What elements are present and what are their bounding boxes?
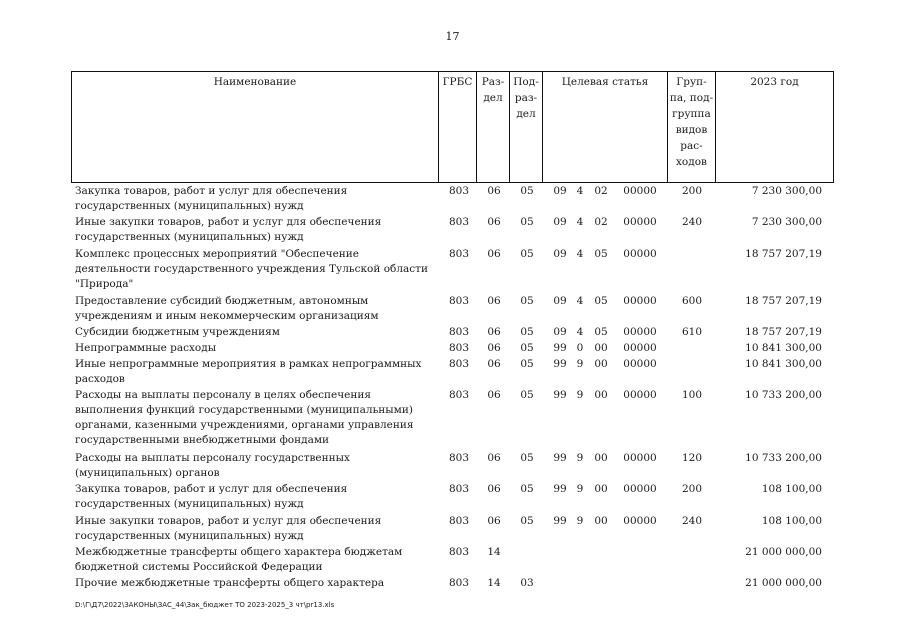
row-grbs: 803	[448, 216, 470, 228]
row-podrazdel: 05	[520, 515, 534, 527]
row-target-type: 9	[576, 515, 584, 527]
row-target-subprogram: 02	[594, 216, 608, 228]
row-podrazdel: 05	[520, 452, 534, 464]
row-grbs: 803	[448, 342, 470, 354]
row-podrazdel: 05	[520, 248, 534, 260]
row-grbs: 803	[448, 295, 470, 307]
row-target-direction: 00000	[623, 515, 657, 527]
row-target-program: 99	[553, 483, 567, 495]
row-amount: 18 757 207,19	[745, 326, 822, 338]
row-amount: 7 230 300,00	[751, 216, 822, 228]
row-target-type: 4	[576, 216, 584, 228]
row-name: Иные непрограммные мероприятия в рамках непрограммных расходов	[75, 358, 422, 385]
row-amount: 10 841 300,00	[745, 342, 822, 354]
row-grbs: 803	[448, 185, 470, 197]
row-target-subprogram: 05	[594, 326, 608, 338]
row-name: Непрограммные расходы	[75, 342, 217, 354]
table-header	[71, 71, 834, 183]
row-podrazdel: 03	[520, 577, 534, 589]
row-expense-group: 240	[681, 515, 703, 527]
row-razdel: 14	[487, 577, 501, 589]
header-podrazdel: Под- раз- дел	[510, 72, 543, 182]
row-amount: 21 000 000,00	[745, 546, 822, 558]
row-razdel: 06	[487, 483, 501, 495]
row-target-type: 4	[576, 185, 584, 197]
row-amount: 108 100,00	[761, 515, 822, 527]
page-number: 17	[445, 30, 460, 43]
row-name: Иные закупки товаров, работ и услуг для обеспечения государственных (муниципальных) нужд	[75, 515, 382, 542]
row-razdel: 06	[487, 248, 501, 260]
row-target-program: 09	[553, 326, 567, 338]
row-target-subprogram: 00	[594, 483, 608, 495]
row-target-type: 4	[576, 248, 584, 260]
row-expense-group: 200	[681, 483, 703, 495]
row-razdel: 06	[487, 342, 501, 354]
row-podrazdel: 05	[520, 326, 534, 338]
row-target-subprogram: 05	[594, 295, 608, 307]
row-podrazdel: 05	[520, 295, 534, 307]
row-target-program: 99	[553, 342, 567, 354]
row-grbs: 803	[448, 389, 470, 401]
header-grbs: ГРБС	[439, 72, 477, 182]
header-razdel: Раз- дел	[477, 72, 510, 182]
header-target-article: Целевая статья	[543, 72, 668, 182]
row-amount: 21 000 000,00	[745, 577, 822, 589]
header-year: 2023 год	[716, 72, 834, 182]
row-name: Иные закупки товаров, работ и услуг для обеспечения государственных (муниципальных) нужд	[75, 216, 382, 243]
row-razdel: 06	[487, 515, 501, 527]
row-expense-group: 100	[681, 389, 703, 401]
file-path-footer: D:\Г\Д7\2022\ЗАКОНЫ\ЗАС_44\Зак_бюджет ТО 2023-2025_3 чт\pr13.xls	[75, 601, 335, 609]
row-target-direction: 00000	[623, 358, 657, 370]
row-razdel: 06	[487, 185, 501, 197]
row-expense-group: 120	[681, 452, 703, 464]
row-expense-group: 240	[681, 216, 703, 228]
row-target-program: 99	[553, 389, 567, 401]
row-target-direction: 00000	[623, 248, 657, 260]
row-expense-group: 200	[681, 185, 703, 197]
row-target-direction: 00000	[623, 483, 657, 495]
row-amount: 10 841 300,00	[745, 358, 822, 370]
row-name: Закупка товаров, работ и услуг для обеспечения государственных (муниципальных) нужд	[75, 483, 348, 510]
row-target-subprogram: 00	[594, 452, 608, 464]
row-target-direction: 00000	[623, 185, 657, 197]
row-podrazdel: 05	[520, 389, 534, 401]
row-razdel: 14	[487, 546, 501, 558]
row-grbs: 803	[448, 358, 470, 370]
row-target-direction: 00000	[623, 389, 657, 401]
row-podrazdel: 05	[520, 185, 534, 197]
row-target-type: 9	[576, 452, 584, 464]
row-razdel: 06	[487, 295, 501, 307]
row-target-direction: 00000	[623, 216, 657, 228]
row-target-type: 0	[576, 342, 584, 354]
row-target-program: 99	[553, 452, 567, 464]
row-target-program: 99	[553, 358, 567, 370]
row-grbs: 803	[448, 483, 470, 495]
row-name: Прочие межбюджетные трансферты общего характера	[75, 577, 385, 589]
row-name: Предоставление субсидий бюджетным, автономным учреждениям и иным некоммерческим организациям	[75, 295, 379, 322]
row-target-subprogram: 02	[594, 185, 608, 197]
row-amount: 7 230 300,00	[751, 185, 822, 197]
row-grbs: 803	[448, 515, 470, 527]
row-target-subprogram: 00	[594, 358, 608, 370]
row-target-direction: 00000	[623, 295, 657, 307]
header-name: Наименование	[71, 72, 439, 182]
row-target-direction: 00000	[623, 452, 657, 464]
row-target-direction: 00000	[623, 326, 657, 338]
row-name: Комплекс процессных мероприятий "Обеспечение деятельности государственного учреждения Тульской области "Природа"	[75, 248, 428, 290]
row-target-program: 09	[553, 185, 567, 197]
row-razdel: 06	[487, 326, 501, 338]
row-amount: 18 757 207,19	[745, 248, 822, 260]
row-target-subprogram: 05	[594, 248, 608, 260]
row-podrazdel: 05	[520, 358, 534, 370]
row-razdel: 06	[487, 452, 501, 464]
row-target-type: 9	[576, 389, 584, 401]
budget-table	[71, 71, 834, 183]
row-target-subprogram: 00	[594, 515, 608, 527]
row-grbs: 803	[448, 326, 470, 338]
row-target-subprogram: 00	[594, 389, 608, 401]
row-razdel: 06	[487, 216, 501, 228]
row-name: Межбюджетные трансферты общего характера бюджетам бюджетной системы Российской Федерации	[75, 546, 403, 573]
header-expense-group: Груп- па, под- группа видов рас- ходов	[668, 72, 716, 182]
row-amount: 10 733 200,00	[745, 389, 822, 401]
row-target-program: 09	[553, 216, 567, 228]
row-podrazdel: 05	[520, 342, 534, 354]
row-podrazdel: 05	[520, 216, 534, 228]
row-grbs: 803	[448, 577, 470, 589]
row-amount: 108 100,00	[761, 483, 822, 495]
row-razdel: 06	[487, 358, 501, 370]
row-target-type: 4	[576, 326, 584, 338]
row-target-program: 99	[553, 515, 567, 527]
row-grbs: 803	[448, 546, 470, 558]
row-target-program: 09	[553, 248, 567, 260]
row-target-direction: 00000	[623, 342, 657, 354]
row-razdel: 06	[487, 389, 501, 401]
row-target-type: 9	[576, 358, 584, 370]
row-amount: 18 757 207,19	[745, 295, 822, 307]
row-name: Расходы на выплаты персоналу в целях обеспечения выполнения функций государственными (муниципальными) органами, казенными учреждениями, органами управления государственными внебюджетными фондами	[75, 389, 414, 446]
row-name: Субсидии бюджетным учреждениям	[75, 326, 280, 338]
row-target-program: 09	[553, 295, 567, 307]
row-name: Закупка товаров, работ и услуг для обеспечения государственных (муниципальных) нужд	[75, 185, 348, 212]
row-grbs: 803	[448, 452, 470, 464]
row-target-subprogram: 00	[594, 342, 608, 354]
row-podrazdel: 05	[520, 483, 534, 495]
row-expense-group: 600	[681, 295, 703, 307]
row-expense-group: 610	[681, 326, 703, 338]
row-target-type: 4	[576, 295, 584, 307]
row-amount: 10 733 200,00	[745, 452, 822, 464]
row-name: Расходы на выплаты персоналу государственных (муниципальных) органов	[75, 452, 350, 479]
row-target-type: 9	[576, 483, 584, 495]
row-grbs: 803	[448, 248, 470, 260]
